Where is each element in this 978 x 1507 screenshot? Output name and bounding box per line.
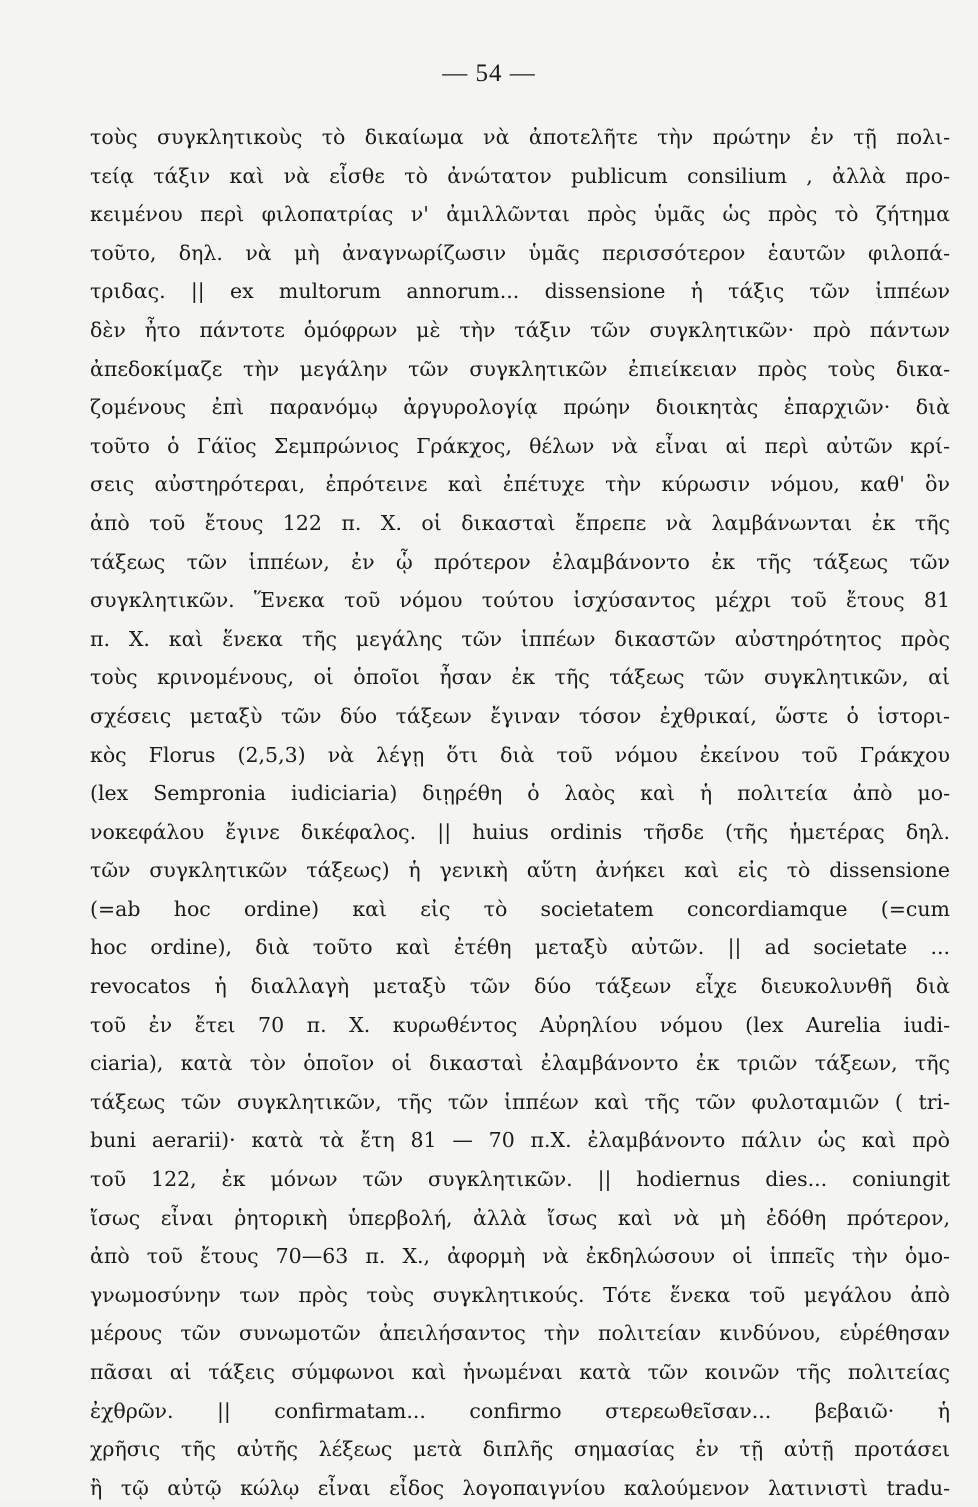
text-line: π. Χ. καὶ ἕνεκα τῆς μεγάλης τῶν ἱππέων δικαστῶν αὐστηρότητος πρὸς (90, 626, 950, 651)
text-line: κὸς Florus (2,5,3) νὰ λέγῃ ὅτι διὰ τοῦ νόμου ἐκείνου τοῦ Γράκχου (90, 742, 950, 767)
text-line: ciaria), κατὰ τὸν ὁποῖον οἱ δικασταὶ ἐλαμβάνοντο ἐκ τριῶν τάξεων, τῆς (90, 1051, 950, 1076)
text-line: ἢ τῷ αὐτῷ κώλῳ εἶναι εἶδος λογοπαιγνίου καλούμενον λατινιστὶ tradu- (90, 1475, 950, 1500)
text-line: τάξεως τῶν συγκλητικῶν, τῆς τῶν ἱππέων καὶ τῆς τῶν φυλοταμιῶν ( tri- (90, 1089, 950, 1114)
text-line: ἀπὸ τοῦ ἔτους 70—63 π. Χ., ἀφορμὴ νὰ ἐκδηλώσουν οἱ ἱππεῖς τὴν ὁμο- (90, 1244, 950, 1269)
text-line: τῶν συγκλητικῶν τάξεως) ἡ γενικὴ αὕτη ἀνήκει καὶ εἰς τὸ dissensione (90, 858, 950, 883)
text-line: χρῆσις τῆς αὐτῆς λέξεως μετὰ διπλῆς σημασίας ἐν τῇ αὐτῇ προτάσει (90, 1437, 950, 1462)
text-line: ἀπὸ τοῦ ἔτους 122 π. Χ. οἱ δικασταὶ ἔπρεπε νὰ λαμβάνωνται ἐκ τῆς (90, 510, 950, 535)
text-line: μέρους τῶν συνωμοτῶν ἀπειλήσαντος τὴν πολιτείαν κινδύνου, εὑρέθησαν (90, 1321, 950, 1346)
text-line: σεις αὐστηρότεραι, ἐπρότεινε καὶ ἐπέτυχε τὴν κύρωσιν νόμου, καθ' ὃν (90, 472, 950, 497)
text-line: (=ab hoc ordine) καὶ εἰς τὸ societatem concordiamque (=cum (90, 896, 950, 921)
page-number: — 54 — (442, 60, 536, 87)
text-line: τριδας. || ex multorum annorum... dissensione ἡ τάξις τῶν ἱππέων (90, 279, 950, 304)
text-line: τοῦ 122, ἐκ μόνων τῶν συγκλητικῶν. || hodiernus dies... coniungit (90, 1167, 950, 1192)
text-line: σχέσεις μεταξὺ τῶν δύο τάξεων ἔγιναν τόσον ἐχθρικαί, ὥστε ὁ ἱστορι- (90, 703, 950, 728)
text-line: τοὺς συγκλητικοὺς τὸ δικαίωμα νὰ ἀποτελῆτε τὴν πρώτην ἐν τῇ πολι- (90, 125, 950, 149)
text-line: buni aerarii)· κατὰ τὰ ἔτη 81 — 70 π.Χ. ἐλαμβάνοντο πάλιν ὡς καὶ πρὸ (90, 1128, 950, 1153)
text-line: (lex Sempronia iudiciaria) διῃρέθη ὁ λαὸς καὶ ἡ πολιτεία ἀπὸ μο- (90, 781, 950, 806)
text-line: τάξεως τῶν ἱππέων, ἐν ᾧ πρότερον ἐλαμβάνοντο ἐκ τῆς τάξεως τῶν (90, 549, 950, 574)
text-line: πᾶσαι αἱ τάξεις σύμφωνοι καὶ ἡνωμέναι κατὰ τῶν κοινῶν τῆς πολιτείας (90, 1360, 950, 1384)
text-line: ζομένους ἐπὶ παρανόμῳ ἀργυρολογίᾳ πρώην διοικητὰς ἐπαρχιῶν· διὰ (90, 395, 950, 420)
text-line: τοῦ ἐν ἔτει 70 π. Χ. κυρωθέντος Αὐρηλίου νόμου (lex Aurelia iudi- (90, 1012, 950, 1037)
text-line: τοῦτο, δηλ. νὰ μὴ ἀναγνωρίζωσιν ὑμᾶς περισσότερον ἑαυτῶν φιλοπά- (90, 240, 950, 265)
text-line: ἐχθρῶν. || confirmatam... confirmo στερεωθεῖσαν... βεβαιῶ· ἡ (90, 1398, 950, 1423)
text-line: νοκεφάλου ἔγινε δικέφαλος. || huius ordinis τῆσδε (τῆς ἡμετέρας δηλ. (90, 819, 950, 844)
text-line: hoc ordine), διὰ τοῦτο καὶ ἐτέθη μεταξὺ αὐτῶν. || ad societate ... (90, 935, 950, 960)
text-line: τείᾳ τάξιν καὶ νὰ εἶσθε τὸ ἀνώτατον publicum consilium , ἀλλὰ προ- (90, 163, 950, 188)
text-line: κειμένου περὶ φιλοπατρίας ν' ἀμιλλῶνται πρὸς ὑμᾶς ὡς πρὸς τὸ ζήτημα (90, 202, 950, 227)
text-line: τοῦτο ὁ Γάϊος Σεμπρώνιος Γράκχος, θέλων νὰ εἶναι αἱ περὶ αὐτῶν κρί- (90, 433, 950, 458)
text-line: ἀπεδοκίμαζε τὴν μεγάλην τῶν συγκλητικῶν ἐπιείκειαν πρὸς τοὺς δικα- (90, 356, 950, 381)
text-line: revocatos ἡ διαλλαγὴ μεταξὺ τῶν δύο τάξεων εἶχε διευκολυνθῆ διὰ (90, 974, 950, 999)
text-line: συγκλητικῶν. Ἕνεκα τοῦ νόμου τούτου ἰσχύσαντος μέχρι τοῦ ἔτους 81 (90, 588, 950, 613)
text-line: τοὺς κρινομένους, οἱ ὁποῖοι ἦσαν ἐκ τῆς τάξεως τῶν συγκλητικῶν, αἱ (90, 665, 950, 690)
body-text (90, 118, 950, 1507)
text-line: ἴσως εἶναι ῥητορικὴ ὑπερβολή, ἀλλὰ ἴσως καὶ νὰ μὴ ἐδόθη πρότερον, (90, 1205, 950, 1230)
text-line: δὲν ἦτο πάντοτε ὁμόφρων μὲ τὴν τάξιν τῶν συγκλητικῶν· πρὸ πάντων (90, 317, 950, 342)
text-line: γνωμοσύνην των πρὸς τοὺς συγκλητικούς. Τότε ἕνεκα τοῦ μεγάλου ἀπὸ (90, 1282, 950, 1307)
